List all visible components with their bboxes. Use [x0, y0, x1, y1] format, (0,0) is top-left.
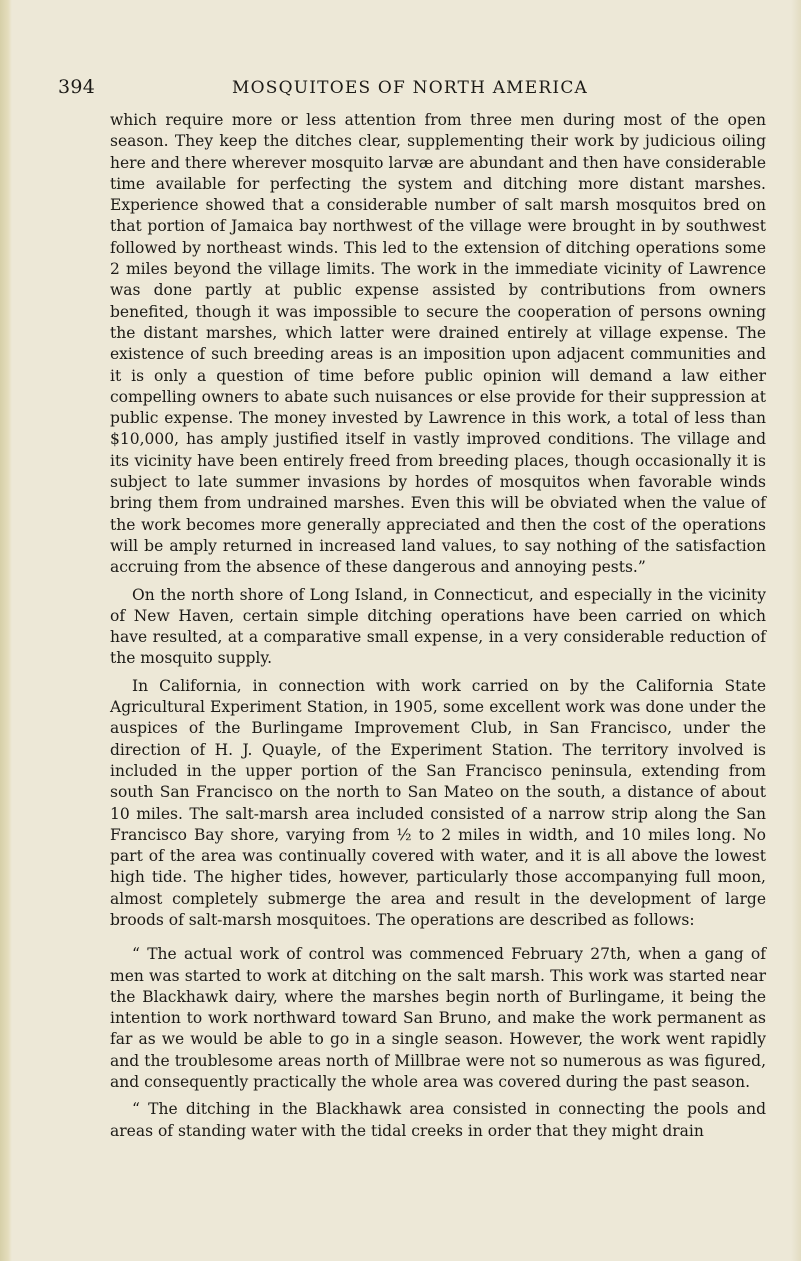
running-head: MOSQUITOES OF NORTH AMERICA [231, 78, 588, 98]
paragraph-continuation: which require more or less attention from three men during most of the open season. They keep the ditches clear, supplementing their work by judicious oiling here and there wherever mosquito larvæ are abundant and then have considerable time available for perfecting the system and ditching more distant marshes. Experience showed that a considerable number of salt marsh mosquitos bred on that portion of Jamaica bay northwest of the village were brought in by southwest followed by northeast winds. This led to the extension of ditching operations some 2 miles beyond the village limits. The work in the immediate vicinity of Lawrence was done partly at public expense assisted by contributions from owners benefited, though it was impossible to secure the cooperation of persons owning the distant marshes, which latter were drained entirely at village expense. The existence of such breeding areas is an imposition upon adjacent communities and it is only a question of time before public opinion will demand a law either compelling owners to abate such nuisances or else provide for their suppression at public expense. The money invested by Lawrence in this work, a total of less than $10,000, has amply justified itself in vastly improved conditions. The village and its vicinity have been entirely freed from breeding places, though occasionally it is subject to late summer invasions by hordes of mosquitos when favorable winds bring them from undrained marshes. Even this will be obviated when the value of the work becomes more generally appreciated and then the cost of the operations will be amply returned in increased land values, to say nothing of the satisfaction accruing from the absence of these dangerous and annoying pests.” [110, 111, 766, 577]
page-number: 394 [58, 76, 96, 98]
page-edge-shadow [791, 0, 801, 1261]
body-text [110, 110, 766, 1142]
paragraph-long-island: On the north shore of Long Island, in Connecticut, and especially in the vicinity of New Haven, certain simple ditching operations have been carried on which have resulted, at a comparative small expense, in a very considerable reduction of the mosquito supply. [110, 585, 766, 668]
paragraph-quote-ditching: “ The ditching in the Blackhawk area consisted in connecting the pools and areas of standing water with the tidal creeks in order that they might drain [110, 1100, 766, 1140]
page-header [0, 76, 801, 100]
paragraph-california: In California, in connection with work carried on by the California State Agricultural Experiment Station, in 1905, some excellent work was done under the auspices of the Burlingame Improvement Club, in San Francisco, under the direction of H. J. Quayle, of the Experiment Station. The territory involved is included in the upper portion of the San Francisco peninsula, extending from south San Francisco on the north to San Mateo on the south, a distance of about 10 miles. The salt-marsh area included consisted of a narrow strip along the San Francisco Bay shore, varying from ½ to 2 miles in width, and 10 miles long. No part of the area was continually covered with water, and it is all above the lowest high tide. The higher tides, however, particularly those accompanying full moon, almost completely submerge the area and result in the development of large broods of salt-marsh mosquitoes. The operations are described as follows: [110, 676, 766, 929]
page-binding-shadow [0, 0, 12, 1261]
paragraph-quote-control-work: “ The actual work of control was commenced February 27th, when a gang of men was started to work at ditching on the salt marsh. This work was started near the Blackhawk dairy, where the marshes begin north of Burlingame, it being the intention to work northward toward San Bruno, and make the work permanent as far as we would be able to go in a single season. However, the work went rapidly and the troublesome areas north of Millbrae were not so numerous as was figured, and consequently practically the whole area was covered during the past season. [110, 945, 766, 1092]
